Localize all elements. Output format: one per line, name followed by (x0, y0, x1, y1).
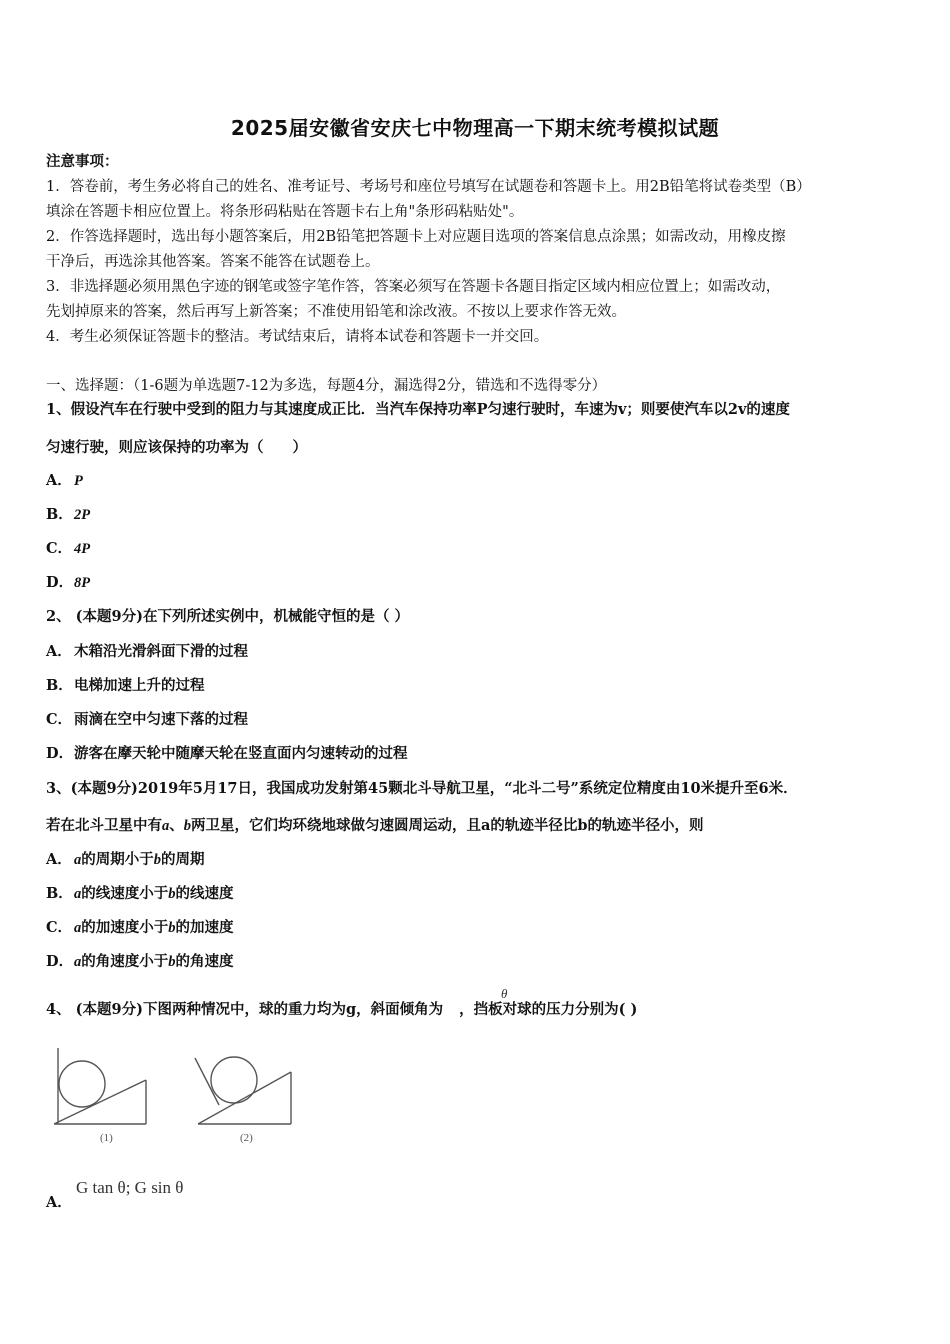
figure-2-perpendicular-board (195, 1057, 291, 1124)
q2-option-a: A． 木箱沿光滑斜面下滑的过程 (46, 643, 248, 660)
q1-option-a: A． P (46, 472, 83, 489)
q4-option-a-formula: G tan θ; G sin θ (76, 1178, 184, 1197)
q3-option-a: A． a的周期小于b的周期 (46, 851, 205, 868)
q1-option-c: C． 4P (46, 540, 91, 557)
page-title: 2025届安徽省安庆七中物理高一下期末统考模拟试题 (230, 116, 720, 140)
q2-option-d: D．游客在摩天轮中随摩天轮在竖直面内匀速转动的过程 (46, 745, 408, 762)
notice-line: 2．作答选择题时，选出每小题答案后，用2B铅笔把答题卡上对应题目选项的答案信息点涂黑；如需改动，用橡皮擦 (46, 229, 786, 245)
q1-stem-line1: 1、假设汽车在行驶中受到的阻力与其速度成正比．当汽车保持功率P匀速行驶时，车速为v；则要使汽车以2v的速度 (46, 401, 790, 418)
q3-stem-line2: 若在北斗卫星中有a、b两卫星，它们均环绕地球做匀速圆周运动，且a的轨迹半径比b的轨迹半径小，则 (46, 817, 704, 834)
q1-option-d: D．8P (46, 574, 91, 591)
notice-line: 4．考生必须保证答题卡的整洁。考试结束后，请将本试卷和答题卡一并交回。 (46, 329, 549, 345)
figure-2-label: (2) (240, 1132, 253, 1144)
figure-1-vertical-board (54, 1048, 146, 1124)
q1-option-b: B．2P (46, 506, 91, 523)
notice-line: 3．非选择题必须用黑色字迹的钢笔或签字笔作答，答案必须写在答题卡各题目指定区域内相应位置上；如需改动， (46, 279, 781, 295)
q3-stem-line1: 3、(本题9分)2019年5月17日，我国成功发射第45颗北斗导航卫星，“北斗二号”系统定位精度由10米提升至6米． (46, 780, 798, 797)
figure-1-label: (1) (100, 1132, 113, 1144)
notice-line: 先划掉原来的答案，然后再写上新答案；不准使用铅笔和涂改液。不按以上要求作答无效。 (46, 304, 626, 320)
notice-line: 1．答卷前，考生务必将自己的姓名、准考证号、考场号和座位号填写在试题卷和答题卡上。用2B铅笔将试卷类型（B） (46, 179, 811, 195)
notice-line: 填涂在答题卡相应位置上。将条形码粘贴在答题卡右上角"条形码粘贴处"。 (46, 204, 524, 220)
notice-heading: 注意事项： (46, 153, 119, 170)
q3-option-d: D．a的角速度小于b的角速度 (46, 953, 234, 970)
q4-option-a-label: A． (46, 1194, 72, 1211)
notice-line: 干净后，再选涂其他答案。答案不能答在试题卷上。 (46, 254, 380, 270)
q3-option-c: C． a的加速度小于b的加速度 (46, 919, 234, 936)
theta-symbol: θ (501, 986, 508, 1001)
q1-stem-line2: 匀速行驶，则应该保持的功率为（ ） (46, 439, 307, 456)
q4-figure (48, 1040, 308, 1150)
q2-option-c: C． 雨滴在空中匀速下落的过程 (46, 711, 248, 728)
section-heading: 一、选择题：（1-6题为单选题7-12为多选，每题4分，漏选得2分，错选和不选得零分） (46, 378, 607, 394)
q2-option-b: B．电梯加速上升的过程 (46, 677, 205, 694)
q4-stem: 4、 (本题9分)下图两种情况中，球的重力均为g，斜面倾角为 ，挡板对球的压力分别为( ) (46, 1001, 638, 1018)
q2-stem: 2、 (本题9分)在下列所述实例中，机械能守恒的是（ ） (46, 608, 409, 625)
q3-option-b: B．a的线速度小于b的线速度 (46, 885, 234, 902)
